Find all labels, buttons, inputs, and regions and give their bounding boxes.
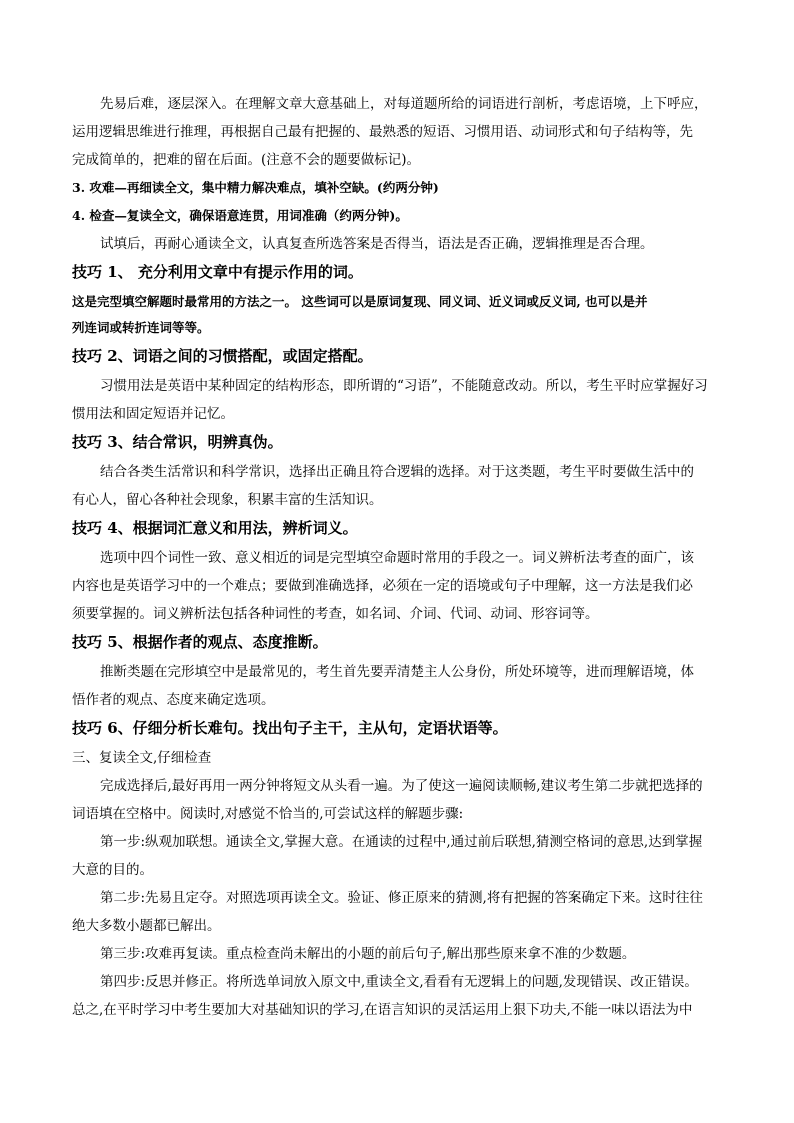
tip-5-heading: 技巧 5、根据作者的观点、态度推断。 [72, 633, 328, 651]
tip-4-body-line: 内容也是英语学习中的一个难点；要做到准确选择，必须在一定的语境或句子中理解，这一方法是我们必 [72, 578, 693, 594]
paragraph-line: 试填后，再耐心通读全文，认真复查所选答案是否得当，语法是否正确，逻辑推理是否合理。 [100, 236, 654, 252]
step-line: 第三步:攻难再复读。重点检查尚未解出的小题的前后句子,解出那些原来拿不准的少数题。 [100, 946, 636, 962]
tip-2-body-line: 惯用法和固定短语并记忆。 [72, 406, 234, 422]
paragraph-line: 完成简单的，把难的留在后面。(注意不会的题要做标记)。 [72, 152, 421, 168]
tip-5-body-line: 推断类题在完形填空中是最常见的，考生首先要弄清楚主人公身份，所处环境等，进而理解语境，体 [100, 664, 694, 680]
paragraph-line: 运用逻辑思维进行推理，再根据自己最有把握的、最熟悉的短语、习惯用语、动词形式和句子结构等，先 [72, 124, 693, 140]
paragraph-line: 先易后难，逐层深入。在理解文章大意基础上，对每道题所给的词语进行剖析，考虑语境，上下呼应， [100, 96, 708, 112]
tip-6-heading: 技巧 6、仔细分析长难句。找出句子主干，主从句，定语状语等。 [72, 719, 508, 737]
tip-1-body-line: 这是完型填空解题时最常用的方法之一。 这些词可以是原词复现、同义词、近义词或反义词, 也可以是并 [72, 294, 648, 309]
tip-3-body-line: 有心人，留心各种社会现象，积累丰富的生活知识。 [72, 492, 383, 508]
section-3-heading: 三、复读全文,仔细检查 [72, 750, 212, 766]
tip-5-body-line: 悟作者的观点、态度来确定选项。 [72, 692, 275, 708]
tip-3-body-line: 结合各类生活常识和科学常识，选择出正确且符合逻辑的选择。对于这类题，考生平时要做生活中的 [100, 464, 694, 480]
step-line: 第一步:纵观加联想。通读全文,掌握大意。在通读的过程中,通过前后联想,猜测空格词的意思,达到掌握 [100, 834, 703, 850]
step-line: 绝大多数小题都已解出。 [72, 918, 221, 934]
tip-1-heading: 技巧 1、 充分利用文章中有提示作用的词。 [72, 263, 363, 281]
step-line: 大意的目的。 [72, 862, 153, 878]
section-3-body-line: 完成选择后,最好再用一两分钟将短文从头看一遍。为了使这一遍阅读顺畅,建议考生第二步就把选择的 [100, 778, 703, 794]
step-line: 第二步:先易且定夺。对照选项再读全文。验证、修正原来的猜测,将有把握的答案确定下来。这时往往 [100, 890, 703, 906]
step-4-line: 4. 检查—复读全文，确保语意连贯，用词准确（约两分钟)。 [72, 208, 408, 223]
conclusion-line: 总之,在平时学习中考生要加大对基础知识的学习,在语言知识的灵活运用上狠下功夫,不能一味以语法为中 [72, 1002, 693, 1018]
tip-2-body-line: 习惯用法是英语中某种固定的结构形态，即所谓的“习语”，不能随意改动。所以，考生平时应掌握好习 [100, 378, 708, 394]
tip-1-body-line: 列连词或转折连词等等。 [72, 320, 210, 335]
tip-2-heading: 技巧 2、词语之间的习惯搭配，或固定搭配。 [72, 347, 373, 365]
step-line: 第四步:反思并修正。将所选单词放入原文中,重读全文,看看有无逻辑上的问题,发现错误、改正错误。 [100, 974, 698, 990]
tip-4-heading: 技巧 4、根据词汇意义和用法，辨析词义。 [72, 519, 358, 537]
tip-4-body-line: 须要掌握的。词义辨析法包括各种词性的考查，如名词、介词、代词、动词、形容词等。 [72, 606, 599, 622]
step-3-line: 3. 攻难—再细读全文，集中精力解决难点，填补空缺。(约两分钟) [72, 180, 439, 195]
tip-4-body-line: 选项中四个词性一致、意义相近的词是完型填空命题时常用的手段之一。词义辨析法考查的面广，该 [100, 550, 694, 566]
section-3-body-line: 词语填在空格中。阅读时,对感觉不恰当的,可尝试这样的解题步骤: [72, 806, 464, 822]
tip-3-heading: 技巧 3、结合常识，明辨真伪。 [72, 433, 283, 451]
